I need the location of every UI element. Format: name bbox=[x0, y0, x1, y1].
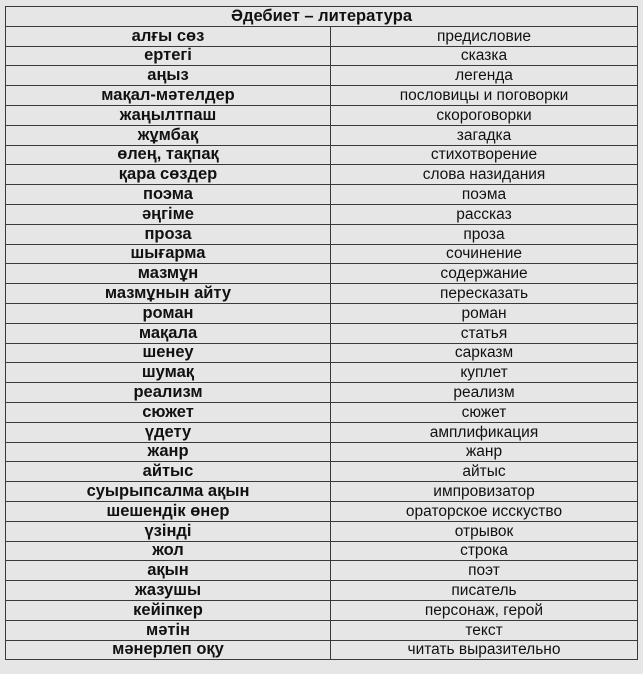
table-row bbox=[6, 86, 638, 106]
table-row bbox=[6, 442, 638, 462]
kazakh-term-cell: аңыз bbox=[6, 66, 331, 86]
table-row bbox=[6, 363, 638, 383]
russian-translation-cell: роман bbox=[331, 303, 638, 323]
table-row bbox=[6, 224, 638, 244]
table-row bbox=[6, 185, 638, 205]
table-row bbox=[6, 244, 638, 264]
table-row bbox=[6, 581, 638, 601]
kazakh-term-cell: мазмұн bbox=[6, 264, 331, 284]
russian-translation-cell: ораторское исскуство bbox=[331, 501, 638, 521]
kazakh-term-cell: жаңылтпаш bbox=[6, 105, 331, 125]
table-body bbox=[6, 26, 638, 660]
russian-translation-cell: загадка bbox=[331, 125, 638, 145]
kazakh-term-cell: шумақ bbox=[6, 363, 331, 383]
table-title-row bbox=[6, 7, 638, 27]
kazakh-term-cell: үзінді bbox=[6, 521, 331, 541]
table-row bbox=[6, 402, 638, 422]
kazakh-term-cell: кейіпкер bbox=[6, 600, 331, 620]
russian-translation-cell: содержание bbox=[331, 264, 638, 284]
russian-translation-cell: реализм bbox=[331, 383, 638, 403]
table-row bbox=[6, 284, 638, 304]
russian-translation-cell: слова назидания bbox=[331, 165, 638, 185]
table-row bbox=[6, 46, 638, 66]
table-row bbox=[6, 204, 638, 224]
table-row bbox=[6, 541, 638, 561]
russian-translation-cell: персонаж, герой bbox=[331, 600, 638, 620]
table-row bbox=[6, 125, 638, 145]
russian-translation-cell: статья bbox=[331, 323, 638, 343]
russian-translation-cell: отрывок bbox=[331, 521, 638, 541]
kazakh-term-cell: мақала bbox=[6, 323, 331, 343]
kazakh-term-cell: мазмұнын айту bbox=[6, 284, 331, 304]
kazakh-term-cell: ертегі bbox=[6, 46, 331, 66]
kazakh-term-cell: жазушы bbox=[6, 581, 331, 601]
table-row bbox=[6, 561, 638, 581]
kazakh-term-cell: қара сөздер bbox=[6, 165, 331, 185]
table-row bbox=[6, 165, 638, 185]
russian-translation-cell: текст bbox=[331, 620, 638, 640]
russian-translation-cell: легенда bbox=[331, 66, 638, 86]
russian-translation-cell: читать выразительно bbox=[331, 640, 638, 660]
table-row bbox=[6, 105, 638, 125]
kazakh-term-cell: мақал-мәтелдер bbox=[6, 86, 331, 106]
russian-translation-cell: писатель bbox=[331, 581, 638, 601]
kazakh-term-cell: айтыс bbox=[6, 462, 331, 482]
russian-translation-cell: поэма bbox=[331, 185, 638, 205]
kazakh-term-cell: шенеу bbox=[6, 343, 331, 363]
kazakh-term-cell: жанр bbox=[6, 442, 331, 462]
russian-translation-cell: строка bbox=[331, 541, 638, 561]
table-row bbox=[6, 26, 638, 46]
russian-translation-cell: рассказ bbox=[331, 204, 638, 224]
table-row bbox=[6, 343, 638, 363]
kazakh-term-cell: үдету bbox=[6, 422, 331, 442]
table-row bbox=[6, 462, 638, 482]
table-title: Әдебиет – литература bbox=[6, 7, 638, 27]
russian-translation-cell: жанр bbox=[331, 442, 638, 462]
table-row bbox=[6, 383, 638, 403]
russian-translation-cell: проза bbox=[331, 224, 638, 244]
table-row bbox=[6, 66, 638, 86]
kazakh-term-cell: реализм bbox=[6, 383, 331, 403]
kazakh-term-cell: мәнерлеп оқу bbox=[6, 640, 331, 660]
russian-translation-cell: сказка bbox=[331, 46, 638, 66]
table-row bbox=[6, 323, 638, 343]
kazakh-term-cell: сюжет bbox=[6, 402, 331, 422]
russian-translation-cell: импровизатор bbox=[331, 482, 638, 502]
table-row bbox=[6, 303, 638, 323]
table-row bbox=[6, 264, 638, 284]
kazakh-term-cell: мәтін bbox=[6, 620, 331, 640]
kazakh-term-cell: роман bbox=[6, 303, 331, 323]
russian-translation-cell: стихотворение bbox=[331, 145, 638, 165]
kazakh-term-cell: шығарма bbox=[6, 244, 331, 264]
russian-translation-cell: пословицы и поговорки bbox=[331, 86, 638, 106]
russian-translation-cell: предисловие bbox=[331, 26, 638, 46]
table-row bbox=[6, 482, 638, 502]
kazakh-term-cell: жұмбақ bbox=[6, 125, 331, 145]
table-row bbox=[6, 600, 638, 620]
kazakh-term-cell: әңгіме bbox=[6, 204, 331, 224]
table-row bbox=[6, 620, 638, 640]
russian-translation-cell: сарказм bbox=[331, 343, 638, 363]
kazakh-term-cell: проза bbox=[6, 224, 331, 244]
russian-translation-cell: айтыс bbox=[331, 462, 638, 482]
kazakh-term-cell: поэма bbox=[6, 185, 331, 205]
russian-translation-cell: сюжет bbox=[331, 402, 638, 422]
kazakh-term-cell: шешендік өнер bbox=[6, 501, 331, 521]
russian-translation-cell: пересказать bbox=[331, 284, 638, 304]
table-row bbox=[6, 640, 638, 660]
table-row bbox=[6, 145, 638, 165]
kazakh-term-cell: жол bbox=[6, 541, 331, 561]
russian-translation-cell: сочинение bbox=[331, 244, 638, 264]
table-row bbox=[6, 521, 638, 541]
russian-translation-cell: амплификация bbox=[331, 422, 638, 442]
russian-translation-cell: скороговорки bbox=[331, 105, 638, 125]
russian-translation-cell: поэт bbox=[331, 561, 638, 581]
table-row bbox=[6, 501, 638, 521]
table-row bbox=[6, 422, 638, 442]
russian-translation-cell: куплет bbox=[331, 363, 638, 383]
kazakh-term-cell: өлең, тақпақ bbox=[6, 145, 331, 165]
kazakh-term-cell: ақын bbox=[6, 561, 331, 581]
vocabulary-table bbox=[5, 6, 638, 660]
kazakh-term-cell: алғы сөз bbox=[6, 26, 331, 46]
kazakh-term-cell: суырыпсалма ақын bbox=[6, 482, 331, 502]
